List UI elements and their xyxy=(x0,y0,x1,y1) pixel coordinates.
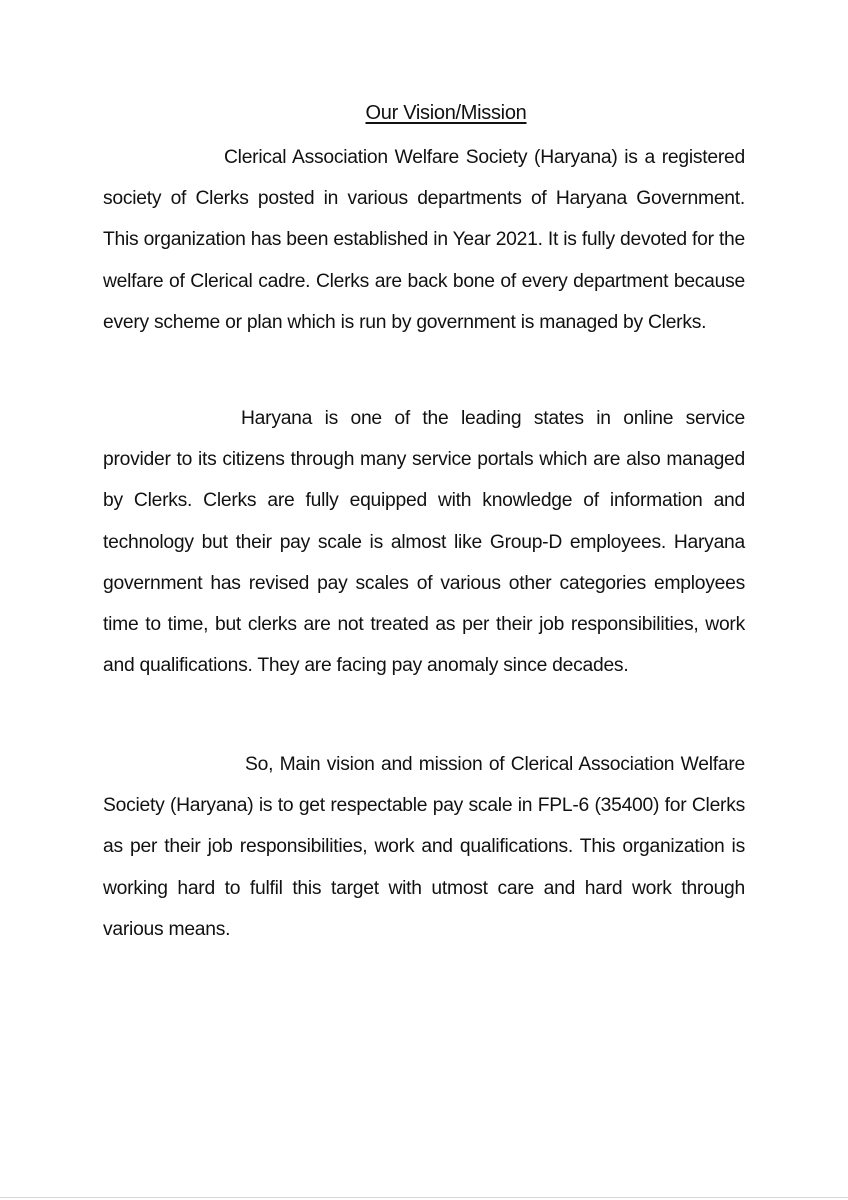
paragraph-vision: So, Main vision and mission of Clerical Association Welfare Society (Haryana) is to get respectable pay scale in FPL-6 (35400) for Clerks as per their job responsibilities, work and qualifications. This organization is working hard to fulfil this target with utmost care and hard work through various means. xyxy=(103,754,745,940)
page-bottom-edge xyxy=(0,1197,848,1198)
paragraph-online-services: Haryana is one of the leading states in online service provider to its citizens through many service portals which are also managed by Clerks. Clerks are fully equipped with knowledge of information and technology but their pay scale is almost like Group-D employees. Haryana government has revised pay scales of various other categories employees time to time, but clerks are not treated as per their job responsibilities, work and qualifications. They are facing pay anomaly since decades. xyxy=(103,408,745,677)
paragraph-intro: Clerical Association Welfare Society (Haryana) is a registered society of Clerks posted in various departments of Haryana Government. This organization has been established in Year 2021. It is fully devoted for the welfare of Clerical cadre. Clerks are back bone of every department because every scheme or plan which is run by government is managed by Clerks. xyxy=(103,147,745,333)
page-title: Our Vision/Mission xyxy=(365,102,527,124)
